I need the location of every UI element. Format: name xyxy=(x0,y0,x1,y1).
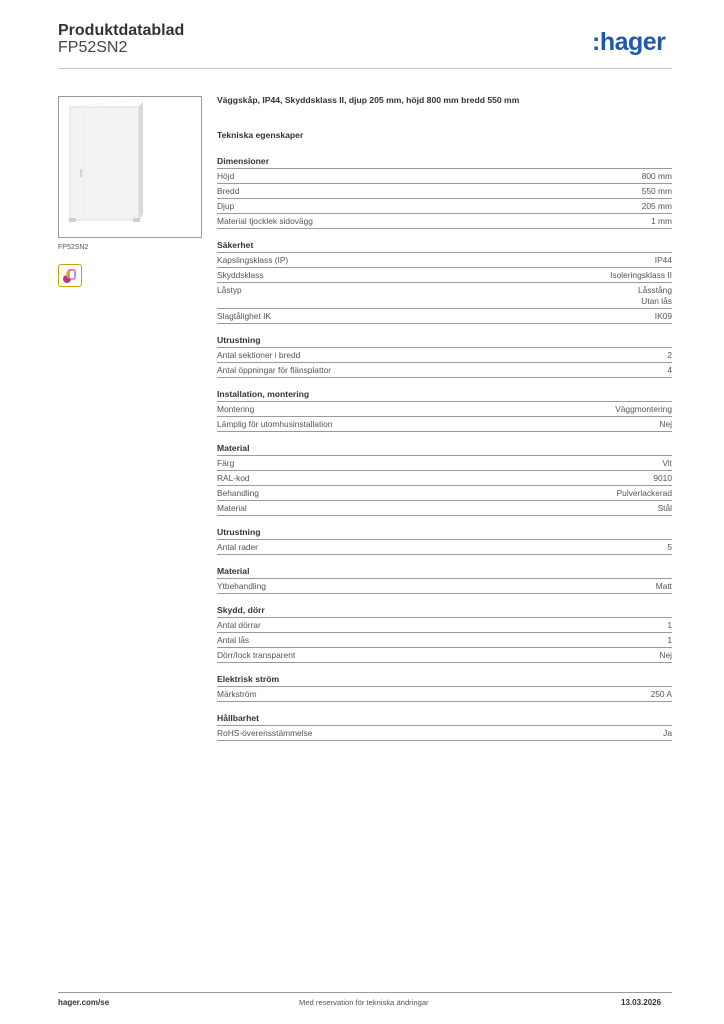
spec-label: Behandling xyxy=(217,488,259,498)
product-image xyxy=(58,96,202,238)
spec-row xyxy=(217,687,672,702)
spec-label: Antal öppningar för flänsplattor xyxy=(217,365,332,375)
spec-value-line: Utan lås xyxy=(641,296,672,306)
spec-label: Skyddsklass xyxy=(217,270,264,280)
spec-value xyxy=(651,216,672,227)
section-title: Hållbarhet xyxy=(217,713,672,726)
spec-row xyxy=(217,268,672,283)
spec-label: Djup xyxy=(217,201,235,211)
spec-row xyxy=(217,283,672,309)
spec-label: Antal sektioner i bredd xyxy=(217,350,301,360)
section-title: Material xyxy=(217,443,672,456)
spec-row xyxy=(217,199,672,214)
spec-label: Höjd xyxy=(217,171,235,181)
spec-label: Antal rader xyxy=(217,542,258,552)
footer-disclaimer: Med reservation för tekniska ändringar xyxy=(299,998,429,1007)
spec-row xyxy=(217,618,672,633)
spec-label: Kapslingsklass (IP) xyxy=(217,255,289,265)
spec-row xyxy=(217,540,672,555)
spec-label: Lämplig för utomhusinstallation xyxy=(217,419,333,429)
spec-value xyxy=(651,689,672,700)
spec-row xyxy=(217,648,672,663)
section-title: Dimensioner xyxy=(217,156,672,169)
hager-logo: :hager xyxy=(592,28,666,56)
technical-properties-title: Tekniska egenskaper xyxy=(217,130,304,140)
spec-label: Märkström xyxy=(217,689,257,699)
spec-value xyxy=(663,728,672,739)
specifications xyxy=(217,156,672,752)
spec-value-line: 800 mm xyxy=(641,171,672,181)
image-caption: FP52SN2 xyxy=(58,244,89,251)
spec-value xyxy=(615,404,672,415)
spec-row xyxy=(217,579,672,594)
footer-divider xyxy=(58,992,672,993)
spec-value xyxy=(653,473,672,484)
spec-section xyxy=(217,389,672,432)
spec-value xyxy=(658,503,672,514)
product-description: Väggskåp, IP44, Skyddsklass II, djup 205 mm, höjd 800 mm bredd 550 mm xyxy=(217,95,520,105)
spec-section xyxy=(217,566,672,594)
spec-row xyxy=(217,214,672,229)
spec-value xyxy=(642,186,672,197)
spec-value xyxy=(655,255,672,266)
spec-row xyxy=(217,363,672,378)
spec-value-line: Vit xyxy=(662,458,672,468)
section-title: Skydd, dörr xyxy=(217,605,672,618)
spec-row xyxy=(217,486,672,501)
spec-value xyxy=(667,542,672,553)
spec-label: Färg xyxy=(217,458,235,468)
spec-value-line: 550 mm xyxy=(641,186,672,196)
spec-row xyxy=(217,253,672,268)
spec-label: Antal dörrar xyxy=(217,620,261,630)
section-title: Säkerhet xyxy=(217,240,672,253)
spec-value-line: 9010 xyxy=(653,473,672,483)
spec-value xyxy=(656,581,672,592)
spec-value-line: IK09 xyxy=(654,311,672,321)
spec-value xyxy=(659,650,672,661)
spec-row xyxy=(217,184,672,199)
spec-label: RoHS-överensstämmelse xyxy=(217,728,313,738)
section-title: Elektrisk ström xyxy=(217,674,672,687)
section-title: Material xyxy=(217,566,672,579)
spec-row xyxy=(217,726,672,741)
spec-row xyxy=(217,633,672,648)
spec-row xyxy=(217,402,672,417)
spec-value-line: Stål xyxy=(657,503,672,513)
spec-value-line: IP44 xyxy=(654,255,672,265)
footer-website: hager.com/se xyxy=(58,998,110,1007)
spec-value-line: Isoleringsklass II xyxy=(610,270,672,280)
spec-value xyxy=(638,285,672,307)
spec-label: Material tjocklek sidovägg xyxy=(217,216,313,226)
spec-value xyxy=(667,635,672,646)
halogen-free-badge-icon xyxy=(58,264,82,287)
spec-value xyxy=(642,171,672,182)
spec-value-line: 205 mm xyxy=(641,201,672,211)
spec-row xyxy=(217,501,672,516)
spec-row xyxy=(217,309,672,324)
spec-row xyxy=(217,169,672,184)
spec-value-line: 4 xyxy=(667,365,672,375)
spec-value-line: Nej xyxy=(659,419,672,429)
section-title: Utrustning xyxy=(217,527,672,540)
spec-label: Bredd xyxy=(217,186,240,196)
spec-value-line: Pulverlackerad xyxy=(616,488,672,498)
spec-label: Dörr/lock transparent xyxy=(217,650,296,660)
spec-section xyxy=(217,713,672,741)
spec-section xyxy=(217,443,672,516)
spec-section xyxy=(217,156,672,229)
spec-label: Ytbehandling xyxy=(217,581,266,591)
product-code: FP52SN2 xyxy=(58,39,128,56)
document-title: Produktdatablad xyxy=(58,22,185,39)
spec-value-line: Nej xyxy=(659,650,672,660)
spec-section xyxy=(217,335,672,378)
spec-section xyxy=(217,674,672,702)
spec-value xyxy=(667,620,672,631)
footer-date: 13.03.2026 xyxy=(621,998,662,1007)
spec-value-line: 1 xyxy=(667,635,672,645)
spec-value-line: 250 A xyxy=(650,689,672,699)
spec-value xyxy=(610,270,672,281)
section-title: Utrustning xyxy=(217,335,672,348)
spec-value xyxy=(662,458,672,469)
spec-value-line: Ja xyxy=(663,728,672,738)
spec-label: RAL-kod xyxy=(217,473,250,483)
spec-row xyxy=(217,348,672,363)
spec-value-line: 5 xyxy=(667,542,672,552)
spec-value xyxy=(667,350,672,361)
spec-label: Material xyxy=(217,503,247,513)
spec-value xyxy=(617,488,672,499)
spec-value xyxy=(655,311,672,322)
spec-value xyxy=(667,365,672,376)
spec-row xyxy=(217,471,672,486)
spec-value-line: Väggmontering xyxy=(615,404,672,414)
spec-label: Låstyp xyxy=(217,285,242,295)
spec-value xyxy=(659,419,672,430)
spec-row xyxy=(217,417,672,432)
spec-value-line: 1 xyxy=(667,620,672,630)
section-title: Installation, montering xyxy=(217,389,672,402)
spec-value-line: 1 mm xyxy=(651,216,672,226)
spec-value-line: Låsstång xyxy=(638,285,672,295)
spec-section xyxy=(217,240,672,324)
header-divider xyxy=(58,68,672,69)
spec-value-line: Matt xyxy=(655,581,672,591)
spec-row xyxy=(217,456,672,471)
spec-section xyxy=(217,527,672,555)
spec-label: Montering xyxy=(217,404,255,414)
spec-label: Slagtålighet IK xyxy=(217,311,272,321)
spec-section xyxy=(217,605,672,663)
spec-value-line: 2 xyxy=(667,350,672,360)
spec-value xyxy=(642,201,672,212)
spec-label: Antal lås xyxy=(217,635,250,645)
cabinet-image xyxy=(59,97,201,237)
